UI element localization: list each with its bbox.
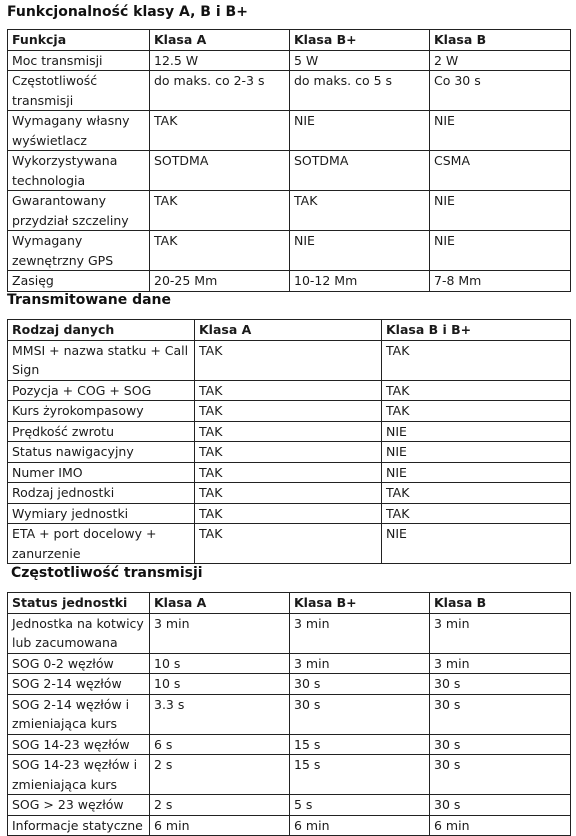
table-cell: 15 s <box>290 755 430 795</box>
table-row <box>8 151 571 191</box>
table-cell: 30 s <box>430 755 571 795</box>
table-row <box>8 421 571 442</box>
table-cell: 15 s <box>290 734 430 755</box>
table-row <box>8 524 571 564</box>
table-cell: Co 30 s <box>430 71 571 111</box>
table-cell: 30 s <box>430 674 571 695</box>
table-cell: TAK <box>382 401 571 422</box>
table-row <box>8 503 571 524</box>
table-cell: TAK <box>195 340 382 380</box>
table-cell: 2 W <box>430 50 571 71</box>
table-row <box>8 755 571 795</box>
table-cell: 30 s <box>430 694 571 734</box>
table-cell: CSMA <box>430 151 571 191</box>
table-cell: 10 s <box>150 674 290 695</box>
table-cell: do maks. co 2-3 s <box>150 71 290 111</box>
table-cell: TAK <box>382 380 571 401</box>
table-header-row <box>8 320 571 341</box>
column-header: Klasa B <box>430 593 571 614</box>
table-cell: TAK <box>195 503 382 524</box>
table-cell: 6 min <box>430 815 571 836</box>
functionality-table <box>7 29 571 292</box>
table-cell: TAK <box>150 111 290 151</box>
table-cell: TAK <box>290 191 430 231</box>
table-cell: 5 W <box>290 50 430 71</box>
table-cell: 20-25 Mm <box>150 271 290 292</box>
table-cell: TAK <box>195 524 382 564</box>
table-row <box>8 442 571 463</box>
table-cell: 6 min <box>290 815 430 836</box>
table-cell: NIE <box>382 462 571 483</box>
table-cell: 6 s <box>150 734 290 755</box>
table-cell: TAK <box>382 483 571 504</box>
table-row <box>8 613 571 653</box>
table-cell: TAK <box>195 421 382 442</box>
table-cell: SOG 14-23 węzłów i zmieniająca kurs <box>8 755 150 795</box>
table-cell: 7-8 Mm <box>430 271 571 292</box>
transmission-frequency-table <box>7 592 571 836</box>
table-cell: Prędkość zwrotu <box>8 421 195 442</box>
column-header: Klasa B+ <box>290 30 430 51</box>
table-cell: TAK <box>195 401 382 422</box>
table-cell: Wymiary jednostki <box>8 503 195 524</box>
table-cell: TAK <box>195 380 382 401</box>
column-header: Klasa B+ <box>290 593 430 614</box>
table-row <box>8 50 571 71</box>
table-cell: ETA + port docelowy + zanurzenie <box>8 524 195 564</box>
table-cell: 10-12 Mm <box>290 271 430 292</box>
table-cell: 3 min <box>290 653 430 674</box>
transmitted-data-table <box>7 319 571 564</box>
table-cell: 3 min <box>290 613 430 653</box>
table-cell: TAK <box>195 462 382 483</box>
table-row <box>8 653 571 674</box>
table-cell: Moc transmisji <box>8 50 150 71</box>
table-cell: TAK <box>195 483 382 504</box>
table-cell: Rodzaj jednostki <box>8 483 195 504</box>
column-header: Klasa B <box>430 30 571 51</box>
table-row <box>8 483 571 504</box>
table-cell: 3 min <box>430 653 571 674</box>
table-cell: SOTDMA <box>150 151 290 191</box>
table-cell: Jednostka na kotwicy lub zacumowana <box>8 613 150 653</box>
column-header: Klasa A <box>150 30 290 51</box>
column-header: Klasa A <box>150 593 290 614</box>
table-row <box>8 674 571 695</box>
table-cell: SOG 0-2 węzłów <box>8 653 150 674</box>
table-cell: SOG 2-14 węzłów i zmieniająca kurs <box>8 694 150 734</box>
table-cell: NIE <box>290 231 430 271</box>
table-cell: Wymagany własny wyświetlacz <box>8 111 150 151</box>
table-cell: 30 s <box>290 694 430 734</box>
table-cell: NIE <box>290 111 430 151</box>
table-row <box>8 340 571 380</box>
table-row <box>8 815 571 836</box>
table-cell: 2 s <box>150 755 290 795</box>
table-cell: SOG 2-14 węzłów <box>8 674 150 695</box>
table-cell: TAK <box>195 442 382 463</box>
table-row <box>8 191 571 231</box>
table-cell: 12.5 W <box>150 50 290 71</box>
table-cell: Numer IMO <box>8 462 195 483</box>
table-cell: SOTDMA <box>290 151 430 191</box>
table-row <box>8 694 571 734</box>
table-row <box>8 401 571 422</box>
table-header-row <box>8 593 571 614</box>
table-row <box>8 462 571 483</box>
table-cell: NIE <box>382 442 571 463</box>
table-row <box>8 71 571 111</box>
table-cell: do maks. co 5 s <box>290 71 430 111</box>
section-title-transmission-frequency: Częstotliwość transmisji <box>11 565 203 581</box>
table-cell: 30 s <box>430 734 571 755</box>
table-cell: Zasięg <box>8 271 150 292</box>
table-cell: Status nawigacyjny <box>8 442 195 463</box>
table-row <box>8 231 571 271</box>
table-cell: 30 s <box>290 674 430 695</box>
table-cell: Wykorzystywana technologia <box>8 151 150 191</box>
column-header: Status jednostki <box>8 593 150 614</box>
table-cell: 30 s <box>430 795 571 816</box>
table-row <box>8 734 571 755</box>
table-cell: 10 s <box>150 653 290 674</box>
table-cell: SOG > 23 węzłów <box>8 795 150 816</box>
table-cell: Kurs żyrokompasowy <box>8 401 195 422</box>
table-cell: 5 s <box>290 795 430 816</box>
table-row <box>8 111 571 151</box>
table-cell: NIE <box>382 421 571 442</box>
table-row <box>8 795 571 816</box>
column-header: Klasa A <box>195 320 382 341</box>
table-cell: Gwarantowany przydział szczeliny <box>8 191 150 231</box>
table-cell: TAK <box>382 340 571 380</box>
table-cell: NIE <box>430 231 571 271</box>
table-cell: SOG 14-23 węzłów <box>8 734 150 755</box>
table-cell: TAK <box>150 191 290 231</box>
column-header: Funkcja <box>8 30 150 51</box>
table-cell: NIE <box>430 191 571 231</box>
section-title-functionality: Funkcjonalność klasy A, B i B+ <box>7 4 248 20</box>
table-header-row <box>8 30 571 51</box>
table-row <box>8 271 571 292</box>
table-cell: 6 min <box>150 815 290 836</box>
table-row <box>8 380 571 401</box>
table-cell: 3 min <box>430 613 571 653</box>
table-cell: Informacje statyczne <box>8 815 150 836</box>
table-cell: MMSI + nazwa statku + Call Sign <box>8 340 195 380</box>
table-cell: 2 s <box>150 795 290 816</box>
column-header: Klasa B i B+ <box>382 320 571 341</box>
table-cell: TAK <box>382 503 571 524</box>
table-cell: NIE <box>382 524 571 564</box>
table-cell: Wymagany zewnętrzny GPS <box>8 231 150 271</box>
table-cell: NIE <box>430 111 571 151</box>
table-cell: 3.3 s <box>150 694 290 734</box>
table-cell: Częstotliwość transmisji <box>8 71 150 111</box>
column-header: Rodzaj danych <box>8 320 195 341</box>
table-cell: Pozycja + COG + SOG <box>8 380 195 401</box>
section-title-transmitted-data: Transmitowane dane <box>7 292 172 308</box>
table-cell: 3 min <box>150 613 290 653</box>
table-cell: TAK <box>150 231 290 271</box>
